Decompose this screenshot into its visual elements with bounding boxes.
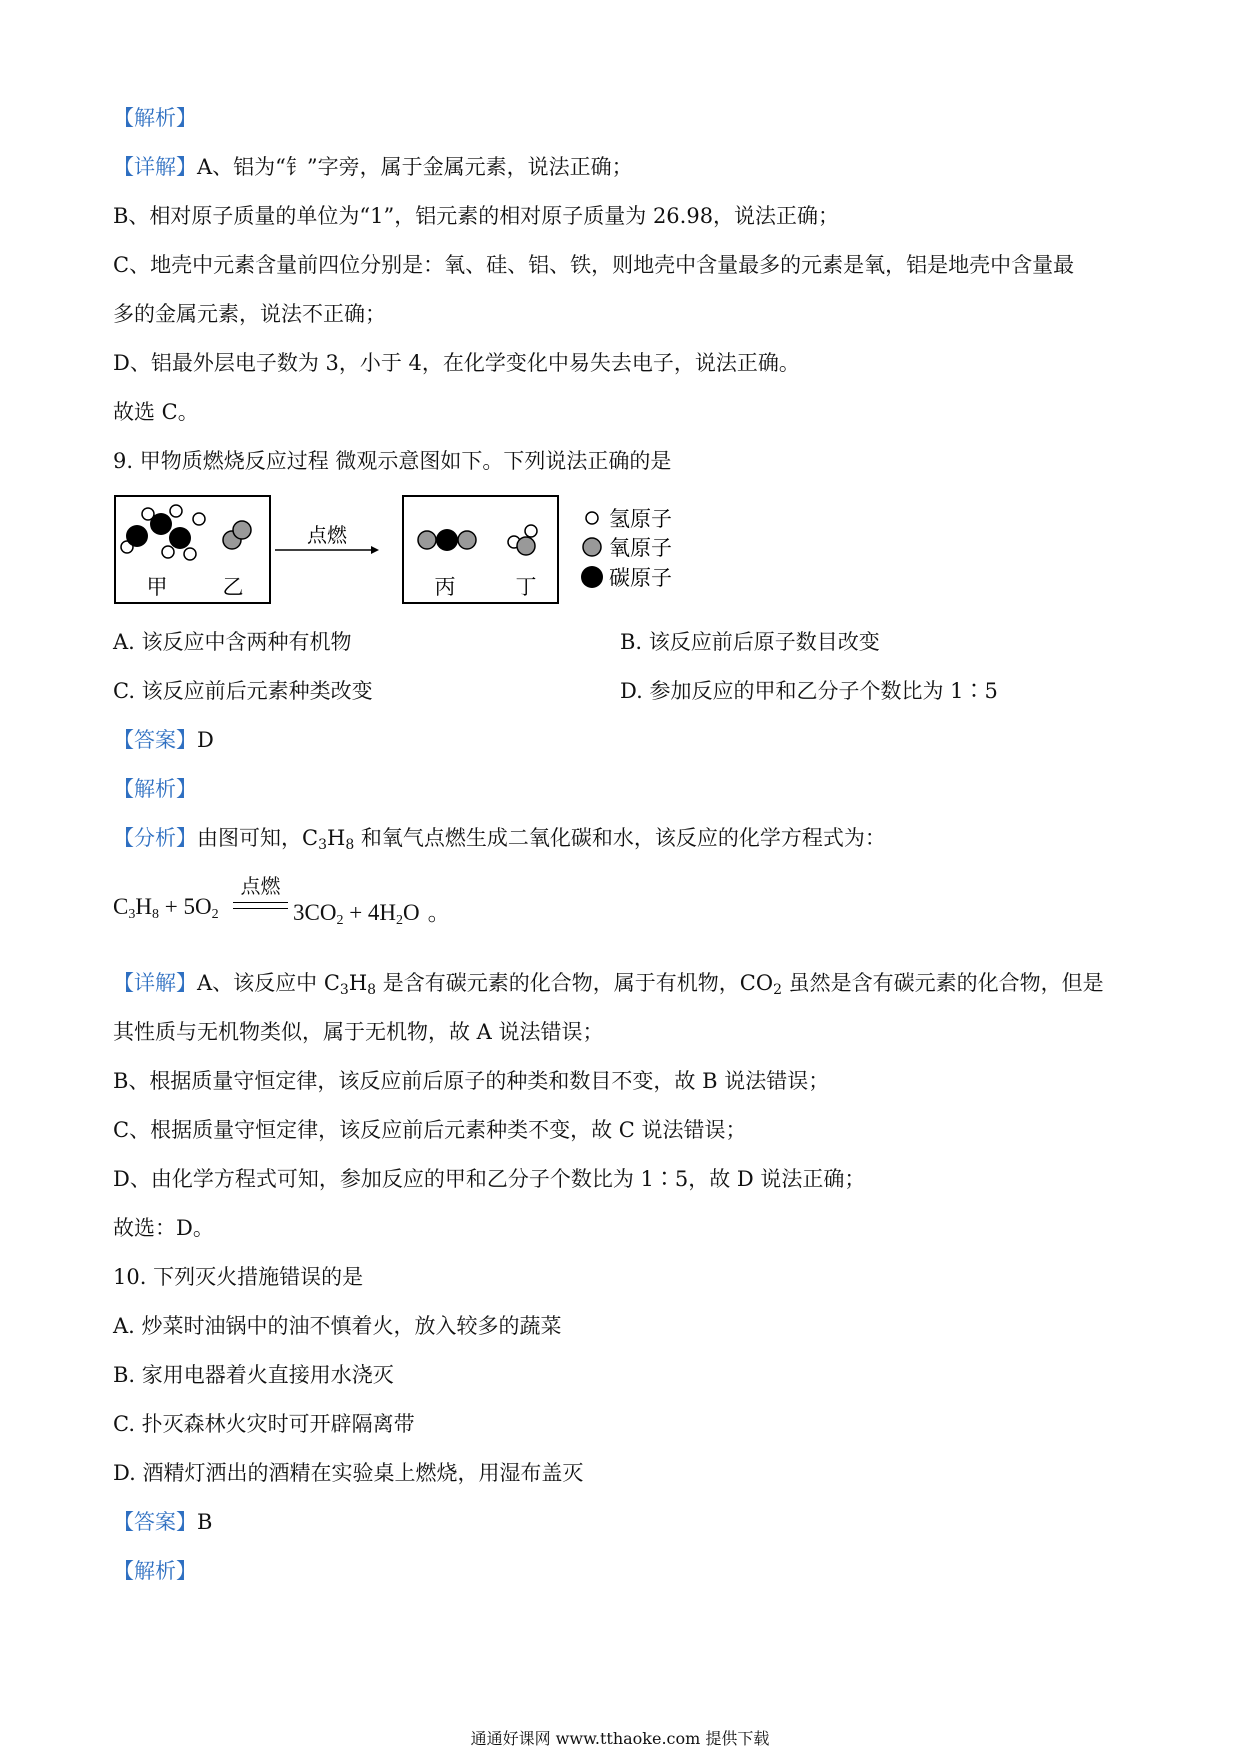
legend-hydrogen: 氢原子	[609, 507, 672, 531]
option-10a: A. 炒菜时油锅中的油不慎着火，放入较多的蔬菜	[113, 1314, 562, 1338]
detail-9-line-b: B、根据质量守恒定律，该反应前后原子的种类和数目不变，故 B 说法错误；	[113, 1069, 830, 1093]
detail-9-line-c: C、根据质量守恒定律，该反应前后元素种类不变，故 C 说法错误；	[113, 1118, 747, 1142]
analysis-10-heading: 【解析】	[113, 1559, 197, 1583]
legend-hydrogen-icon	[586, 512, 598, 524]
option-10c: C. 扑灭森林火灾时可开辟隔离带	[113, 1412, 415, 1436]
selection-9-line: 故选：D。	[113, 1216, 214, 1240]
equation-left: $C_3H_8 + 5O_2$	[113, 894, 219, 922]
analysis-9-heading: 【解析】	[113, 777, 197, 801]
option-9d: D. 参加反应的甲和乙分子个数比为 1∶5	[620, 679, 998, 703]
detail-line-c-cont: 多的金属元素，说法不正确；	[113, 302, 386, 326]
equation-bar-top	[233, 902, 288, 903]
analysis-9-line: 【分析】由图可知，$C_3H_8$ 和氧气点燃生成二氧化碳和水，该反应的化学方程式为：	[113, 826, 886, 853]
arrow-head	[371, 546, 379, 554]
oxygen-molecule	[223, 521, 251, 549]
selection-line: 故选 C。	[113, 400, 199, 424]
detail-line-c: C、地壳中元素含量前四位分别是：氧、硅、铝、铁，则地壳中含量最多的元素是氧，铝是地壳中含量最	[113, 253, 1075, 277]
label-yi: 乙	[222, 575, 244, 599]
analysis-heading: 【解析】	[113, 106, 197, 130]
label-ding: 丁	[515, 575, 537, 599]
detail-line-a: 【详解】A、铝为“钅”字旁，属于金属元素，说法正确；	[113, 155, 633, 179]
question-10: 10. 下列灭火措施错误的是	[113, 1265, 364, 1289]
legend-carbon: 碳原子	[609, 566, 672, 590]
water-molecule	[508, 525, 537, 555]
detail-9-line-d: D、由化学方程式可知，参加反应的甲和乙分子个数比为 1∶5，故 D 说法正确；	[113, 1167, 866, 1191]
page-footer[interactable]: 通通好课网 www.tthaoke.com 提供下载	[470, 1729, 770, 1748]
question-9: 9. 甲物质燃烧反应过程 微观示意图如下。下列说法正确的是	[113, 449, 672, 473]
reaction-diagram	[113, 494, 713, 606]
detail-9-line-a-cont: 其性质与无机物类似，属于无机物，故 A 说法错误；	[113, 1020, 604, 1044]
co2-molecule	[418, 529, 476, 551]
propane-molecule	[121, 505, 205, 560]
label-bing: 丙	[434, 575, 456, 599]
option-10d: D. 酒精灯洒出的酒精在实验桌上燃烧，用湿布盖灭	[113, 1461, 584, 1485]
chemical-equation	[113, 870, 533, 930]
option-9a: A. 该反应中含两种有机物	[113, 630, 352, 654]
answer-9: 【答案】D	[113, 728, 214, 752]
equation-condition: 点燃	[240, 874, 281, 898]
detail-line-b: B、相对原子质量的单位为“1”，铝元素的相对原子质量为 26.98，说法正确；	[113, 204, 840, 228]
legend-carbon-icon	[581, 566, 603, 588]
equation-bar-bottom	[233, 908, 288, 909]
arrow-label: 点燃	[307, 523, 347, 547]
legend-oxygen-icon	[583, 538, 601, 556]
option-9c: C. 该反应前后元素种类改变	[113, 679, 373, 703]
option-9b: B. 该反应前后原子数目改变	[620, 630, 880, 654]
label-jia: 甲	[146, 575, 168, 599]
option-10b: B. 家用电器着火直接用水浇灭	[113, 1363, 394, 1387]
detail-line-d: D、铝最外层电子数为 3，小于 4，在化学变化中易失去电子，说法正确。	[113, 351, 800, 375]
detail-9-line-a: 【详解】A、该反应中 $C_3H_8$ 是含有碳元素的化合物，属于有机物，$CO_2$ 虽然是含有碳元素的化合物，但是	[113, 971, 1104, 998]
answer-10: 【答案】B	[113, 1510, 213, 1534]
equation-right: $3CO_2 + 4H_2O$ 。	[293, 900, 451, 928]
legend-oxygen: 氧原子	[609, 536, 672, 560]
